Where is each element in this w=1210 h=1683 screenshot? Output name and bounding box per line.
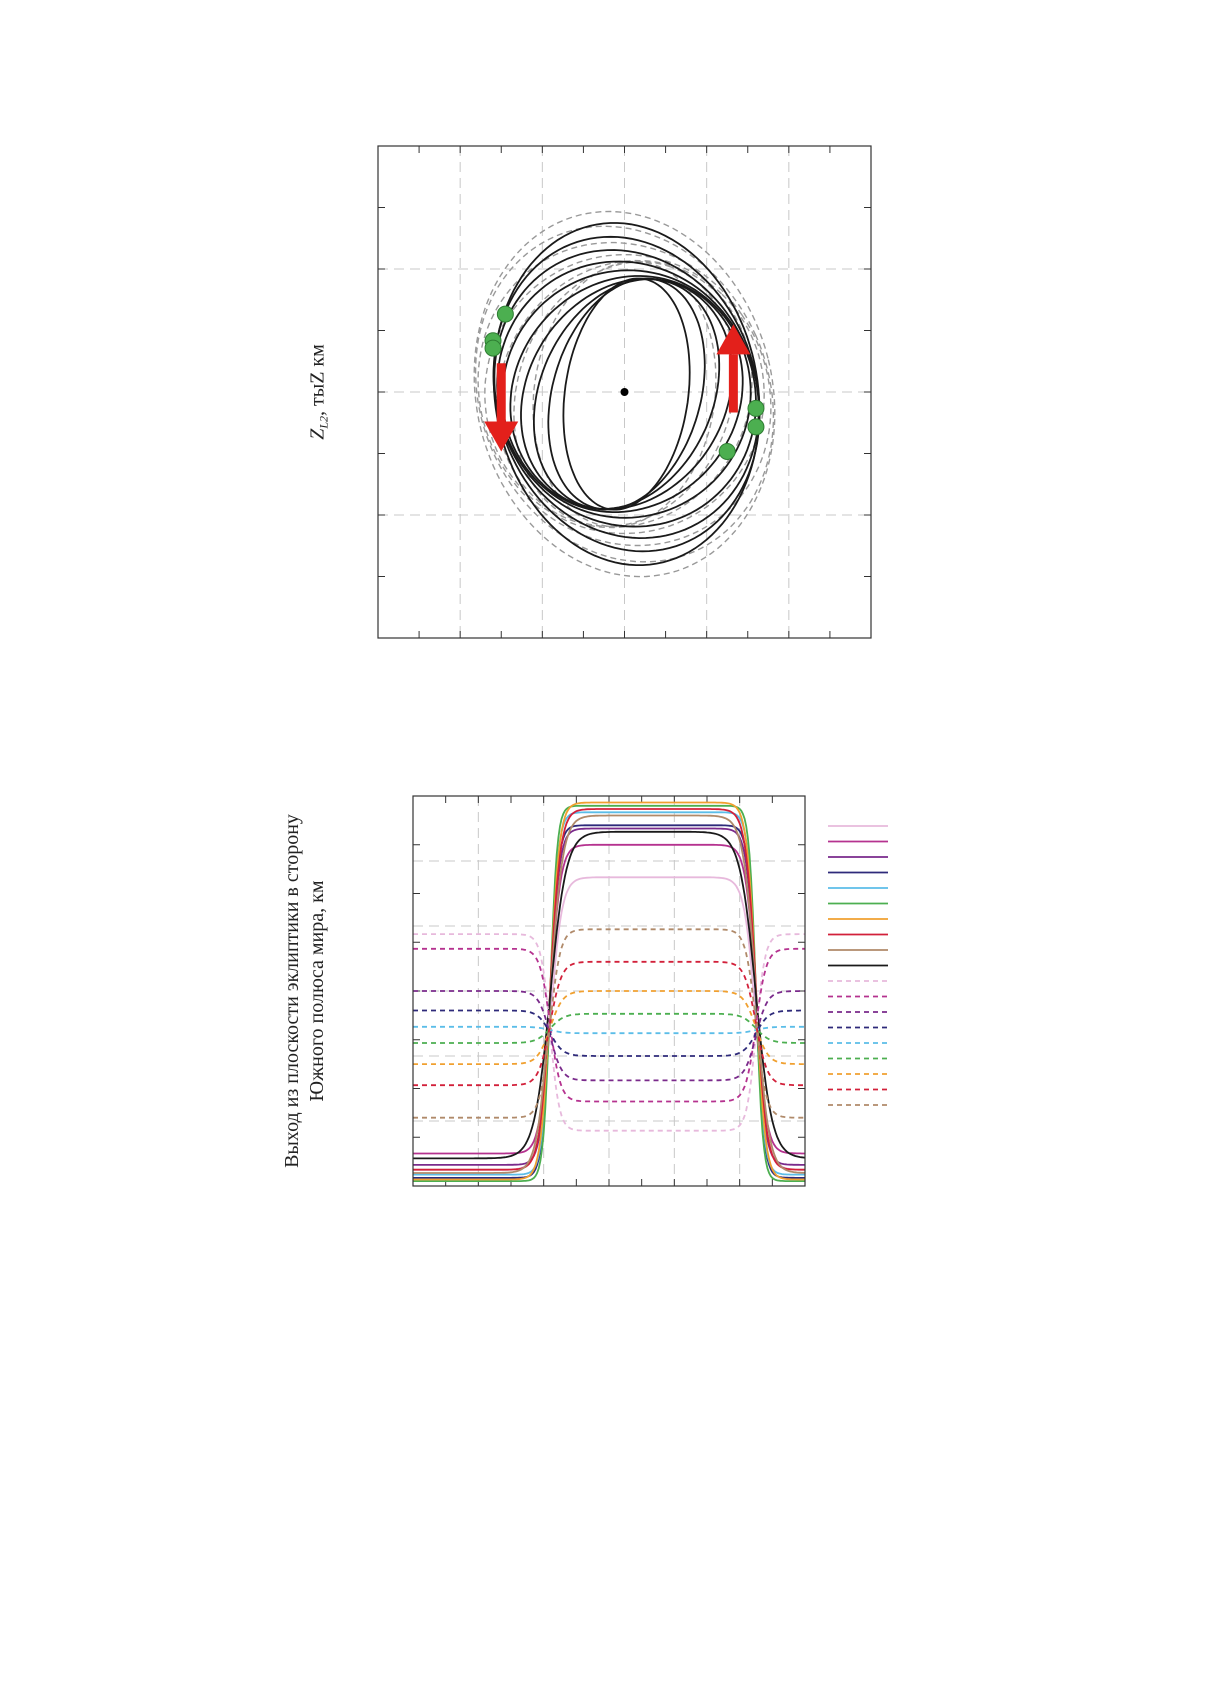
orbit-point-marker [748, 400, 764, 416]
exit-chart [413, 796, 805, 1186]
exit-chart-legend [820, 816, 900, 1116]
orbit-point-marker [497, 306, 513, 322]
orbit-chart-svg [378, 146, 871, 638]
exit-chart-svg [413, 796, 805, 1186]
orbit-point-marker [748, 419, 764, 435]
exit-y-axis-label [280, 814, 330, 1168]
orbit-point-marker [719, 443, 735, 459]
exit-y-axis-label-line-2: Южного полюса мира, км [306, 880, 328, 1102]
orbit-center-point [621, 388, 629, 396]
exit-y-axis-label-line-1: Выход из плоскости эклиптики в сторону [281, 814, 303, 1168]
orbit-y-axis-label: $Z_{L2}$, тыZ км [306, 344, 331, 440]
exit-dashed-series-line [413, 1011, 805, 1057]
orbit-chart [378, 146, 871, 638]
exit-chart-legend-svg [820, 816, 900, 1116]
orbit-point-marker [485, 340, 501, 356]
